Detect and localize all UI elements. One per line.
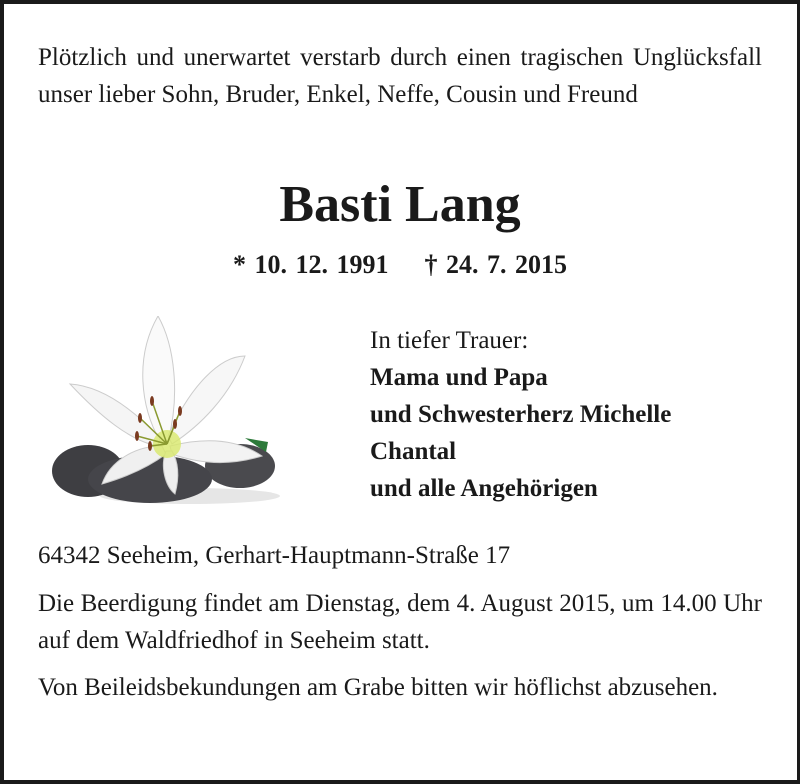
mourners-heading: In tiefer Trauer: [370,327,529,354]
death-date: † 24. 7. 2015 [424,250,567,279]
condolence-note: Von Beileidsbekundungen am Grabe bitten wir höflichst abzusehen. [38,674,718,701]
deceased-name: Basti Lang [279,176,521,233]
mourners-block [370,322,671,507]
intro-text: Plötzlich und unerwartet verstarb durch einen tragischen Unglücksfall unser lieber Sohn, Bruder, Enkel, Neffe, Cousin und Freund [38,44,762,108]
address: 64342 Seeheim, Gerhart-Hauptmann-Straße 17 [38,542,511,569]
burial-info: Die Beerdigung findet am Dienstag, dem 4. August 2015, um 14.00 Uhr auf dem Waldfriedhof in Seeheim statt. [38,590,762,654]
mourner-line: Chantal [370,438,457,465]
birth-date: * 10. 12. 1991 [233,250,389,279]
mourner-line: und alle Angehörigen [370,475,598,502]
lily-on-stones-image [40,316,280,506]
life-dates [0,250,800,280]
mourner-line: und Schwesterherz Michelle [370,401,672,428]
mourner-line: Mama und Papa [370,364,548,391]
